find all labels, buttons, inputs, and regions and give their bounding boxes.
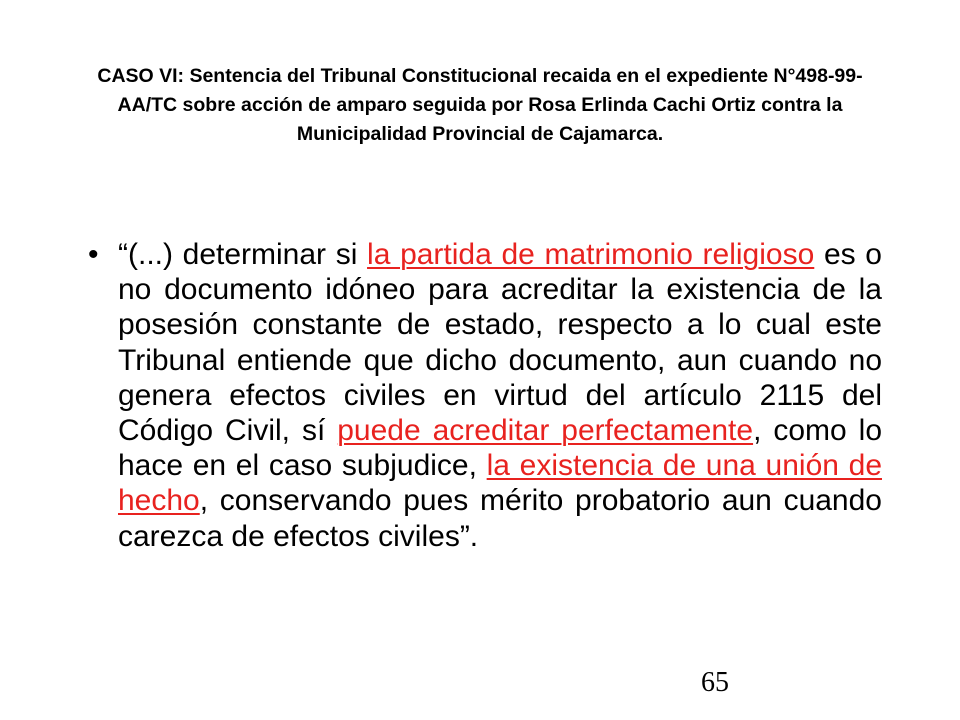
quote-text: [118, 237, 882, 554]
quote-text-part-3: , como lo hace en el caso subjudice,: [118, 414, 882, 483]
quote-text-part-2: es o no documento idóneo para acreditar la existencia de la posesión constante de estado, respecto a lo cual este Tribunal entiende que dicho documento, aun cuando no genera efectos civiles en virtud del artículo 2115 del Código Civil, sí: [118, 238, 882, 448]
quote-text-part-4: , conservando pues mérito probatorio aun cuando carezca de efectos civiles”.: [118, 484, 882, 553]
quote-text-part-1: “(...) determinar si: [118, 238, 368, 271]
quote-bullet: [88, 237, 882, 554]
slide-title: CASO VI: Sentencia del Tribunal Constitucional recaida en el expediente N°498-99-AA/TC sobre acción de amparo seguida por Rosa Erlinda Cachi Ortiz contra la Municipalidad Provincial de Cajamarca.: [97, 65, 863, 145]
slide-number: 65: [701, 667, 729, 698]
quote-highlight-partida: la partida de matrimonio religioso: [367, 238, 815, 271]
quote-highlight-union: la existencia de una unión de hecho: [118, 449, 882, 518]
quote-highlight-acreditar: puede acreditar perfectamente: [337, 414, 754, 448]
bullet-icon: •: [88, 238, 99, 271]
